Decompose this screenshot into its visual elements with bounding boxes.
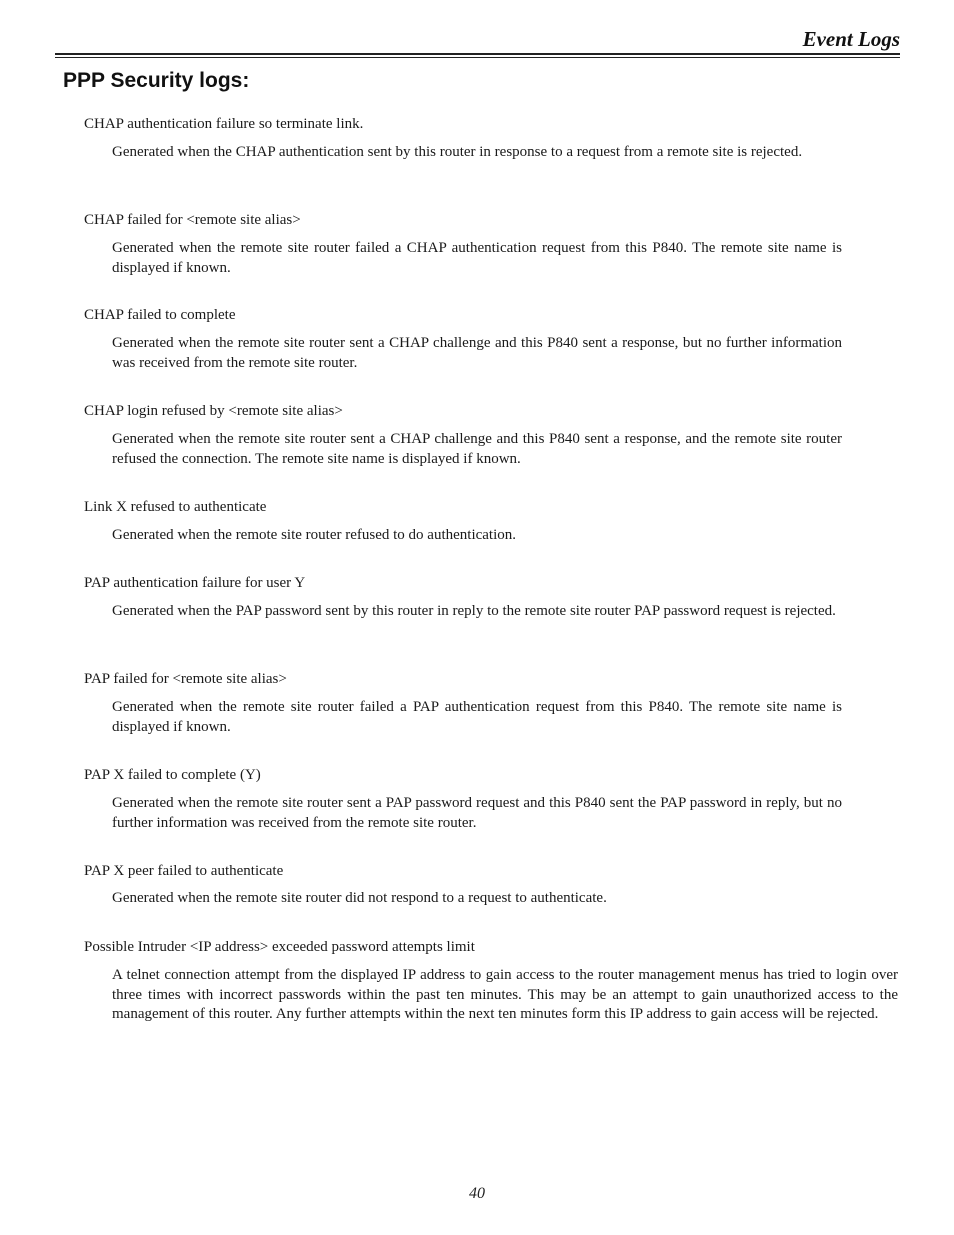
log-entry-title: Possible Intruder <IP address> exceeded password attempts limit [84,939,475,955]
log-entry-title: Link X refused to authenticate [84,499,267,515]
log-entry-title: PAP authentication failure for user Y [84,575,306,591]
log-entry-description: A telnet connection attempt from the displayed IP address to gain access to the router management menus has tried to login over three times with incorrect passwords within the past ten minutes. This may be an attempt to gain unauthorized access to the management of this router. Any further attempts within the next ten minutes form this IP address to gain access will be rejected. [112,967,898,1022]
log-entry-description: Generated when the remote site router sent a PAP password request and this P840 sent the PAP password in reply, but no further information was received from the remote site router. [112,795,842,831]
header-rule-thin [55,57,900,58]
log-entry-description: Generated when the CHAP authentication sent by this router in response to a request from a remote site is rejected. [112,144,803,160]
header-rule-thick [55,53,900,55]
log-entry-description: Generated when the remote site router failed a PAP authentication request from this P840. The remote site name is displayed if known. [112,699,842,735]
log-entry-title: PAP X peer failed to authenticate [84,863,284,879]
log-entry-description: Generated when the remote site router refused to do authentication. [112,527,517,543]
log-entry-description: Generated when the PAP password sent by this router in reply to the remote site router PAP password request is rejected. [112,603,836,619]
log-entry-description: Generated when the remote site router did not respond to a request to authenticate. [112,890,607,906]
log-entry-title: CHAP failed for <remote site alias> [84,212,301,228]
log-entry-description: Generated when the remote site router sent a CHAP challenge and this P840 sent a response, but no further information was received from the remote site router. [112,335,842,371]
log-entry-description: Generated when the remote site router sent a CHAP challenge and this P840 sent a response, and the remote site router refused the connection. The remote site name is displayed if known. [112,431,842,467]
log-entry-title: CHAP authentication failure so terminate link. [84,116,364,132]
log-entry-title: PAP failed for <remote site alias> [84,671,287,687]
log-entry-description: Generated when the remote site router failed a CHAP authentication request from this P840. The remote site name is displayed if known. [112,240,842,276]
section-title: PPP Security logs: [63,69,250,92]
log-entry-title: PAP X failed to complete (Y) [84,767,261,783]
page-number: 40 [469,1185,485,1202]
log-entry-title: CHAP failed to complete [84,307,236,323]
running-header: Event Logs [802,27,900,51]
log-entry-title: CHAP login refused by <remote site alias> [84,403,343,419]
